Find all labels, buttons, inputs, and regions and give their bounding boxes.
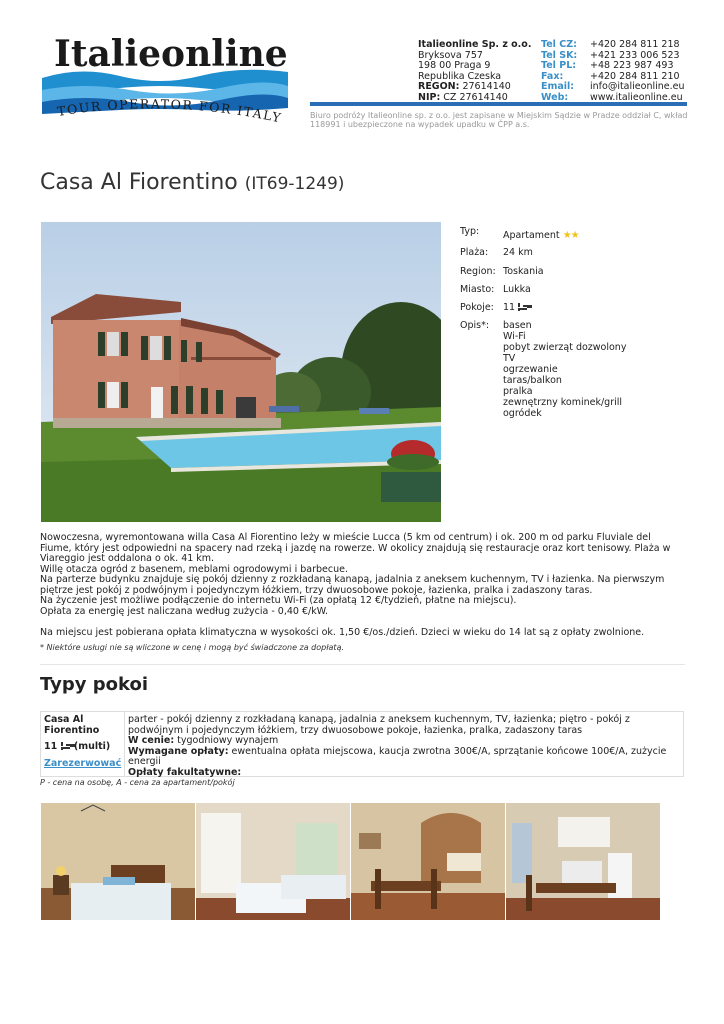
rooms-heading: Typy pokoi	[40, 674, 149, 695]
contact-web: Web: www.italieonline.eu	[541, 91, 683, 103]
contact-list	[541, 40, 685, 103]
registry-note: Biuro podróży Italieonline sp. z o.o. jest zapisane w Miejskim Sądzie w Pradze oddział C, wkład 118991 i ubezpieczone na wypadek upadku w ČPP a.s.	[310, 111, 688, 129]
gallery-photo-twin-room[interactable]	[196, 803, 350, 920]
description-paragraph: Opłata za energię jest naliczana według zużycia - 0,40 €/kW.	[40, 605, 329, 617]
amenities-list	[503, 320, 626, 419]
company-logo[interactable]	[40, 30, 290, 136]
room-layout: parter - pokój dzienny z rozkładaną kanapą, jadalnia z aneksem kuchennym, TV, łazienka; piętro - pokój z podwójnym i pojedynczym łóżkiem, trzy dwuosobowe pokoje, łazienka, pralka, zadaszony taras	[128, 714, 630, 736]
property-code: (IT69-1249)	[244, 174, 345, 194]
company-nip: NIP: CZ 27614140	[418, 91, 508, 103]
star-rating-icon: ★★	[562, 230, 579, 241]
contact-tel-sk: Tel SK: +421 233 006 523	[541, 49, 680, 61]
contact-tel-pl: Tel PL: +48 223 987 493	[541, 60, 674, 71]
description-paragraph: Na parterze budynku znajduje się pokój dzienny z rozkładaną kanapą, jadalnia z aneksem kuchennym, TV i łazienka. Na pierwszym piętrze jest pokój z podwójnym i pojedynczym łóżkiem, trzy dwuosobowe pokoje, łazienka, pralka i zadaszony taras.	[40, 574, 665, 596]
company-city: 198 00 Praga 9	[418, 60, 491, 71]
section-divider	[40, 664, 685, 665]
company-regon: REGON: 27614140	[418, 81, 511, 92]
climate-fee-note: Na miejscu jest pobierana opłata klimatyczna w wysokości ok. 1,50 €/os./dzień. Dzieci w wieku do 14 lat są z opłaty zwolnione.	[40, 626, 645, 638]
gallery-photo-kitchen[interactable]	[506, 803, 660, 920]
room-summary	[41, 712, 125, 776]
room-name: Casa Al Fiorentino	[44, 714, 100, 736]
logo-tagline: TOUR OPERATOR FOR ITALY	[56, 96, 284, 126]
footnote: * Niektóre usługi nie są wliczone w cenę i mogą być świadczone za dopłatą.	[40, 643, 345, 652]
room-details	[128, 715, 678, 778]
header-divider	[310, 102, 687, 106]
company-country: Republika Czeska	[418, 70, 502, 82]
description-paragraph: Willę otacza ogród z basenem, meblami ogrodowymi i barbecue.	[40, 563, 348, 575]
company-address	[418, 40, 531, 103]
book-button[interactable]: Zarezerwować	[44, 757, 122, 769]
gallery-photo-dining-room[interactable]	[351, 803, 505, 920]
contact-tel-cz: Tel CZ: +420 284 811 218	[541, 39, 680, 50]
amenity-item: pralka	[503, 386, 533, 397]
contact-email: Email: info@italieonline.eu	[541, 81, 685, 92]
room-type-row	[40, 711, 684, 777]
property-title: Casa Al Fiorentino (IT69-1249)	[40, 170, 345, 195]
description-paragraph: Na życzenie jest możliwe podłączenie do internetu Wi-Fi (za opłatą 12 €/tydzień, płatne na miejscu).	[40, 595, 517, 606]
bed-icon	[61, 742, 71, 750]
company-name: Italieonline Sp. z o.o.	[418, 39, 532, 50]
property-description	[40, 533, 685, 638]
gallery-photo-bedroom[interactable]	[41, 803, 195, 920]
amenity-item: Wi-Fi	[503, 331, 526, 342]
room-count: 11 (multi)	[44, 741, 111, 752]
room-required-fees: Wymagane opłaty: ewentualna opłata miejscowa, kaucja zwrotna 300€/A, sprzątanie końcowe 100€/A, zużycie energii	[128, 745, 667, 767]
room-price: W cenie: tygodniowy wynajem	[128, 735, 279, 746]
company-street: Bryksova 757	[418, 49, 483, 61]
amenity-item: ogrzewanie	[503, 364, 558, 375]
typ-value: Apartament	[503, 230, 560, 241]
amenity-item: TV	[503, 353, 516, 364]
amenity-item: taras/balkon	[503, 375, 562, 386]
property-photo[interactable]	[41, 222, 441, 522]
logo-wordmark: Italieonline	[54, 33, 288, 75]
amenity-item: ogródek	[503, 408, 542, 419]
description-paragraph: Nowoczesna, wyremontowana willa Casa Al Fiorentino leży w mieście Lucca (5 km od centrum) i ok. 200 m od parku Fluviale del Fiume, który jest odpowiedni na spacery nad rzeką i jazdę na rowerze. W okolicy znajdują się restauracje oraz kort tenisowy. Plaża w Viareggio jest oddalona o ok. 41 km.	[40, 532, 671, 564]
room-optional-fees: Opłaty fakultatywne:	[128, 766, 242, 778]
bed-icon	[518, 303, 528, 311]
price-legend: P - cena na osobę, A - cena za apartament/pokój	[40, 778, 235, 787]
amenity-item: basen	[503, 320, 532, 331]
amenity-item: zewnętrzny kominek/grill	[503, 397, 623, 408]
contact-fax: Fax: +420 284 811 210	[541, 70, 680, 82]
amenity-item: pobyt zwierząt dozwolony	[503, 342, 627, 353]
